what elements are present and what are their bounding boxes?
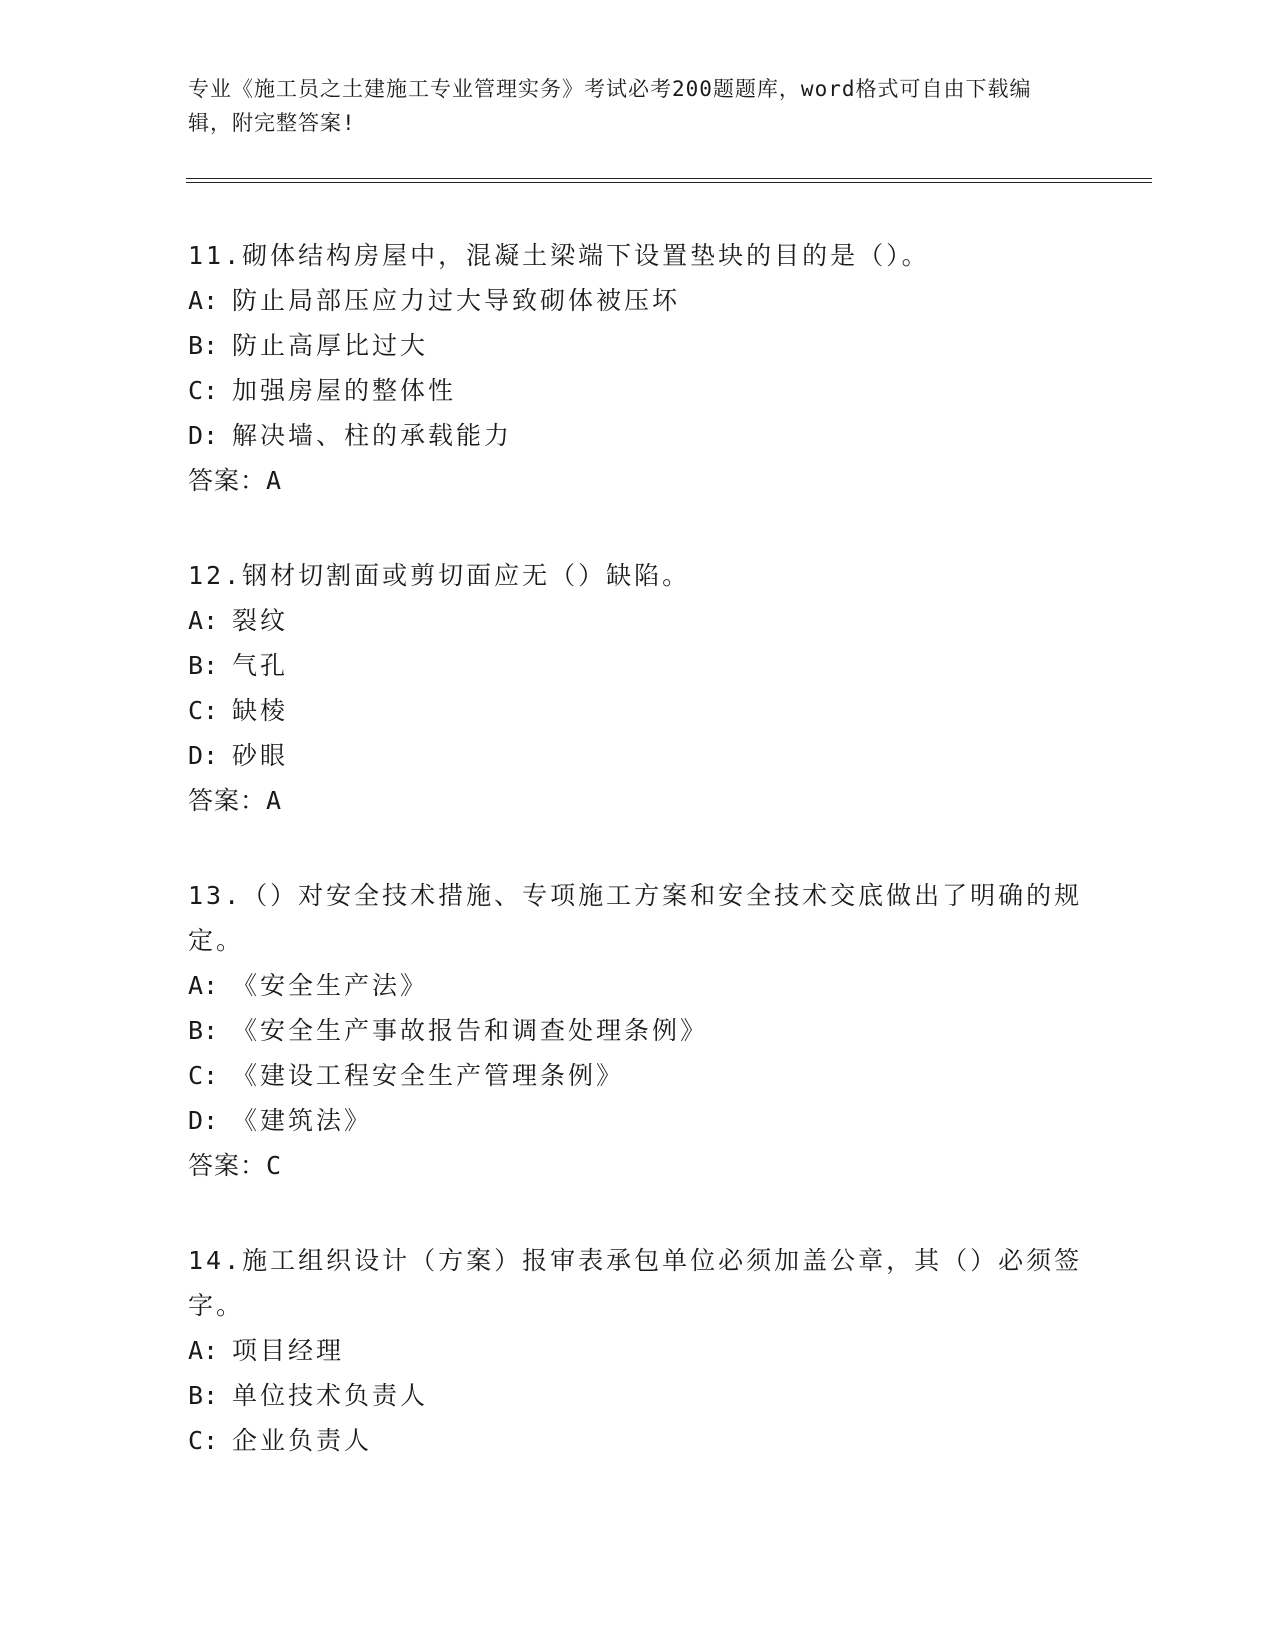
option-c: [188, 1418, 1088, 1463]
header-divider-bottom: [186, 182, 1152, 183]
option-c: [188, 688, 1088, 733]
option-text: 单位技术负责人: [232, 1381, 429, 1410]
question-12: [188, 553, 1088, 823]
answer: 答案：A: [188, 466, 283, 495]
option-letter: C:: [188, 696, 219, 725]
option-text: 《建设工程安全生产管理条例》: [232, 1061, 625, 1090]
option-letter: B:: [188, 1016, 219, 1045]
option-letter: C:: [188, 1426, 219, 1455]
option-letter: A:: [188, 971, 219, 1000]
option-text: 《建筑法》: [232, 1106, 373, 1135]
option-text: 缺棱: [232, 696, 289, 725]
option-b: [188, 643, 1088, 688]
option-a: [188, 963, 1088, 1008]
option-letter: A:: [188, 286, 219, 315]
question-11: [188, 233, 1088, 503]
option-d: [188, 733, 1088, 778]
option-d: [188, 1098, 1088, 1143]
option-text: 解决墙、柱的承载能力: [232, 421, 513, 450]
option-letter: D:: [188, 741, 219, 770]
option-letter: A:: [188, 1336, 219, 1365]
question-stem: 13.（）对安全技术措施、专项施工方案和安全技术交底做出了明确的规定。: [188, 881, 1083, 955]
option-text: 砂眼: [232, 741, 289, 770]
option-a: [188, 1328, 1088, 1373]
option-letter: D:: [188, 1106, 219, 1135]
option-text: 项目经理: [232, 1336, 345, 1365]
option-text: 《安全生产事故报告和调查处理条例》: [232, 1016, 709, 1045]
option-c: [188, 1053, 1088, 1098]
option-text: 气孔: [232, 651, 289, 680]
answer: 答案：C: [188, 1151, 283, 1180]
option-text: 加强房屋的整体性: [232, 376, 457, 405]
option-letter: D:: [188, 421, 219, 450]
option-letter: A:: [188, 606, 219, 635]
question-14: [188, 1238, 1088, 1463]
option-text: 企业负责人: [232, 1426, 373, 1455]
option-a: [188, 598, 1088, 643]
question-stem: 12.钢材切割面或剪切面应无（）缺陷。: [188, 561, 691, 590]
header-divider-top: [186, 178, 1152, 179]
question-stem: 11.砌体结构房屋中，混凝土梁端下设置垫块的目的是（）。: [188, 241, 930, 270]
answer: 答案：A: [188, 786, 283, 815]
option-text: 裂纹: [232, 606, 289, 635]
option-b: [188, 1373, 1088, 1418]
question-13: [188, 873, 1088, 1188]
document-header: 专业《施工员之土建施工专业管理实务》考试必考200题题库，word格式可自由下载编辑，附完整答案!: [188, 77, 1032, 135]
option-text: 防止局部压应力过大导致砌体被压坏: [232, 286, 681, 315]
option-text: 防止高厚比过大: [232, 331, 429, 360]
option-letter: B:: [188, 1381, 219, 1410]
option-letter: C:: [188, 376, 219, 405]
option-a: [188, 278, 1088, 323]
option-text: 《安全生产法》: [232, 971, 429, 1000]
option-letter: B:: [188, 331, 219, 360]
option-b: [188, 323, 1088, 368]
option-d: [188, 413, 1088, 458]
option-b: [188, 1008, 1088, 1053]
question-stem: 14.施工组织设计（方案）报审表承包单位必须加盖公章，其（）必须签字。: [188, 1246, 1083, 1320]
option-letter: B:: [188, 651, 219, 680]
option-c: [188, 368, 1088, 413]
option-letter: C:: [188, 1061, 219, 1090]
